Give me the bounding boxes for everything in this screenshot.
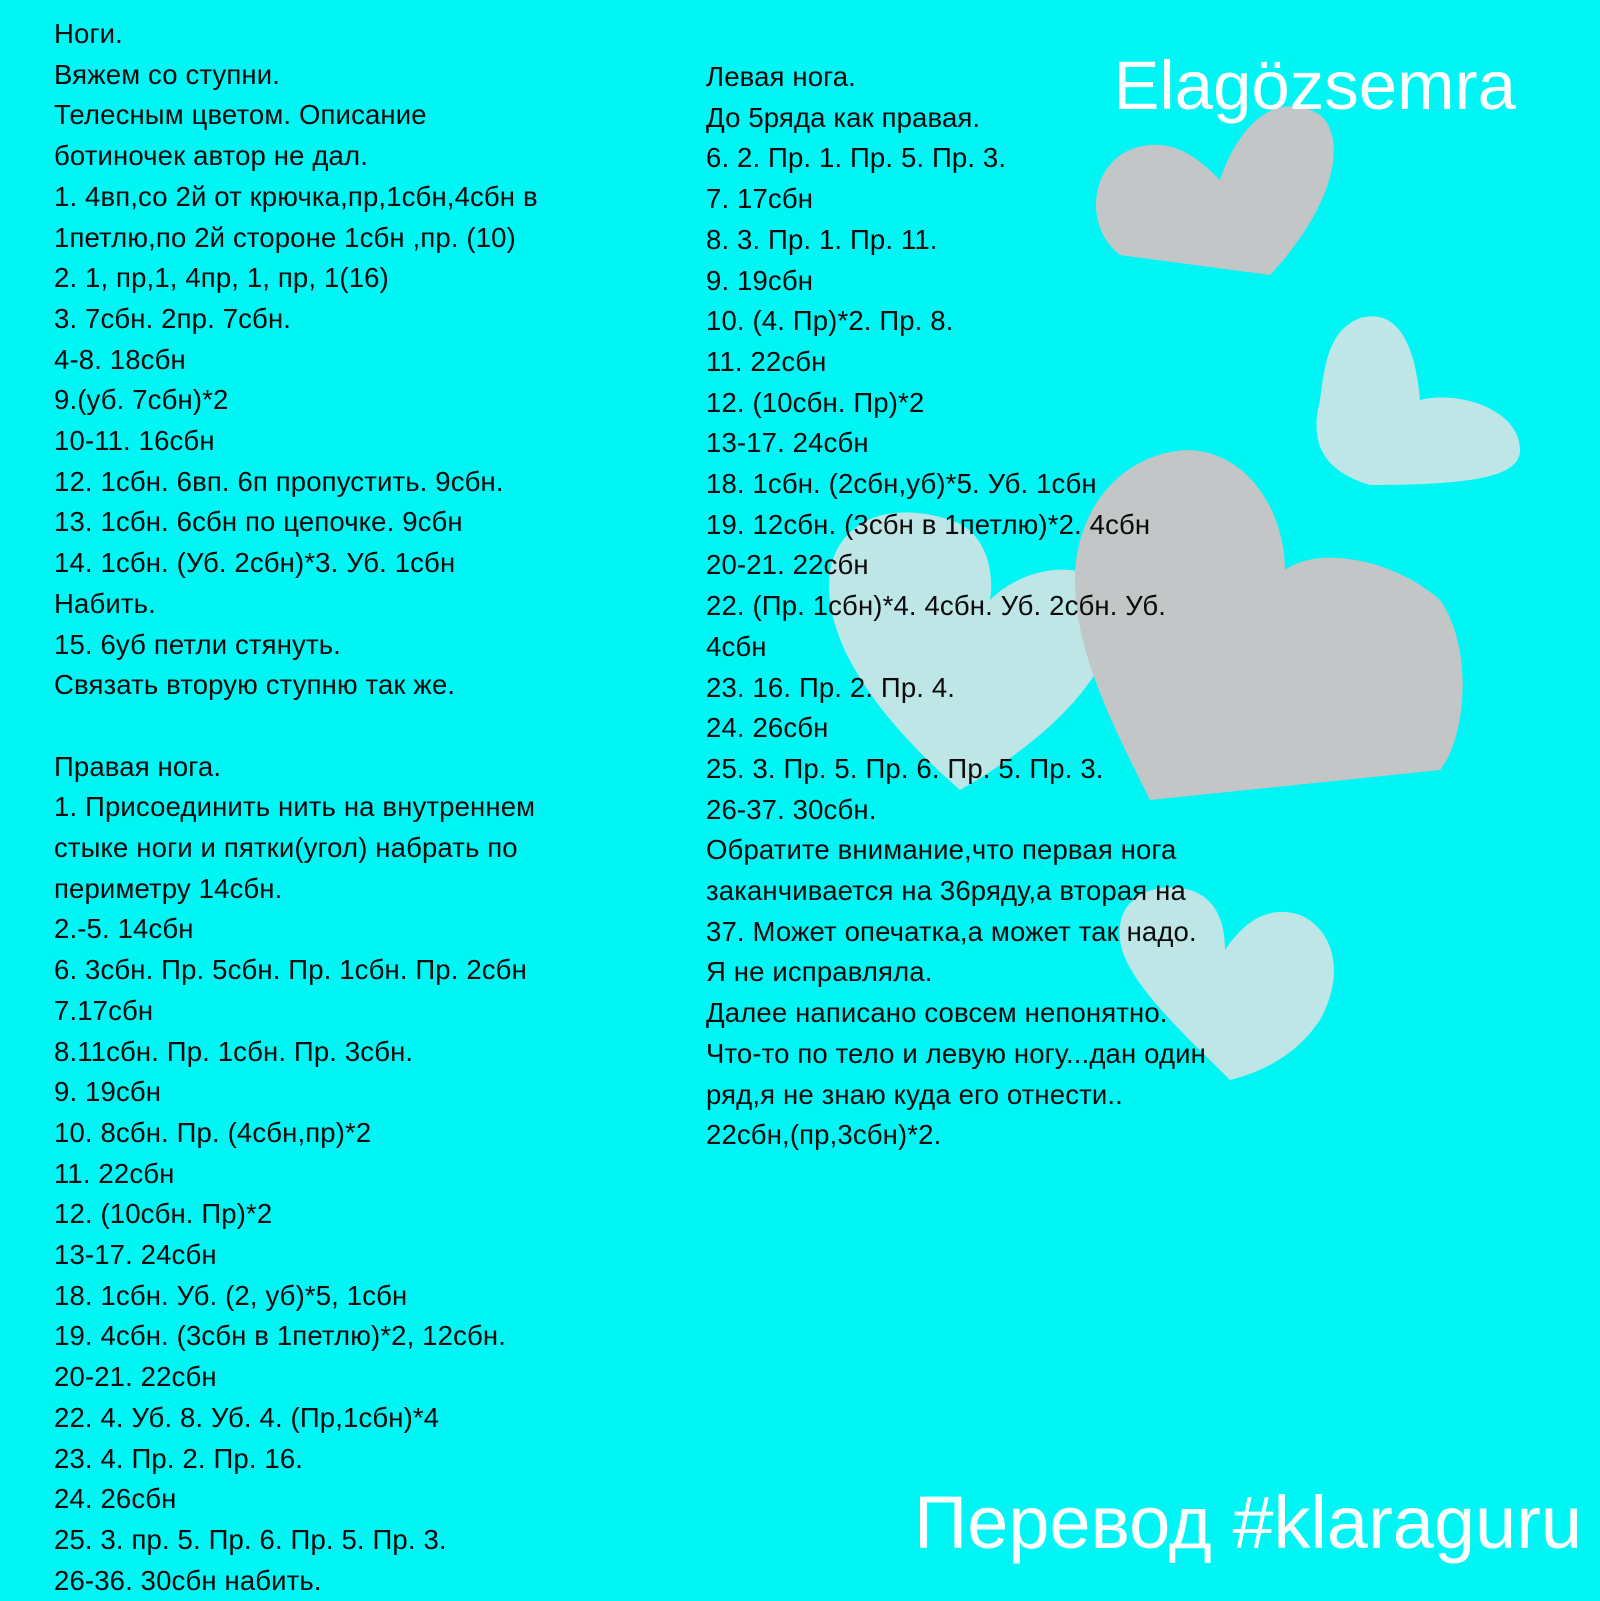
text-line: стыке ноги и пятки(угол) набрать по [54,832,518,864]
text-line: 11. 22сбн [706,345,827,377]
text-line: 9. 19сбн [706,264,814,296]
text-line: Правая нога. [54,750,222,782]
text-line: 13-17. 24сбн [706,427,869,459]
text-line: 25. 3. Пр. 5. Пр. 6. Пр. 5. Пр. 3. [706,752,1104,784]
text-line: 10. 8сбн. Пр. (4сбн,пр)*2 [54,1116,372,1148]
text-line: 10-11. 16сбн [54,425,215,457]
text-line: 1. 4вп,со 2й от крючка,пр,1сбн,4сбн в [54,180,538,212]
text-line: 7.17сбн [54,994,154,1026]
text-line: Левая нога. [706,61,856,92]
left-column-text [54,14,538,1601]
text-line: 14. 1сбн. (Уб. 2сбн)*3. Уб. 1сбн [54,547,456,579]
text-line: Вяжем со ступни. [54,58,281,90]
text-line: 15. 6уб петли стянуть. [54,628,341,660]
text-line: 12. 1сбн. 6вп. 6п пропустить. 9сбн. [54,465,504,497]
text-line: 2. 1, пр,1, 4пр, 1, пр, 1(16) [54,262,389,294]
text-line: 11. 22сбн [54,1157,175,1189]
text-line: Ноги. [54,18,123,49]
text-line: периметру 14сбн. [54,872,283,904]
text-line: 8. 3. Пр. 1. Пр. 11. [706,223,938,255]
text-line: 12. (10сбн. Пр)*2 [706,386,925,418]
text-line: Набить. [54,587,156,619]
text-line [54,706,538,747]
text-line: ботиночек автор не дал. [54,140,368,172]
text-line: 20-21. 22сбн [706,549,869,581]
text-line: 25. 3. пр. 5. Пр. 6. Пр. 5. Пр. 3. [54,1524,447,1555]
text-line: 4сбн [706,630,767,662]
text-line: 1. Присоединить нить на внутреннем [54,791,536,823]
text-line: 9.(уб. 7сбн)*2 [54,384,229,416]
text-line: 13. 1сбн. 6сбн по цепочке. 9сбн [54,506,463,538]
translation-credit: Перевод #klaraguru [913,1481,1582,1564]
text-line: Далее написано совсем непонятно. [706,997,1168,1029]
text-line: Я не исправляла. [706,956,933,988]
text-line: 20-21. 22сбн [54,1361,217,1393]
text-line: ряд,я не знаю куда его отнести.. [706,1078,1123,1110]
text-line: 19. 12сбн. (3сбн в 1петлю)*2. 4сбн [706,508,1151,540]
text-line: 24. 26сбн [706,712,829,744]
text-line: 22. (Пр. 1сбн)*4. 4сбн. Уб. 2сбн. Уб. [706,590,1167,622]
text-line: 6. 2. Пр. 1. Пр. 5. Пр. 3. [706,142,1007,174]
heart-light-right [1317,316,1520,485]
text-line: 1петлю,по 2й стороне 1сбн ,пр. (10) [54,221,516,253]
text-line: 9. 19сбн [54,1076,162,1108]
text-line: Телесным цветом. Описание [54,99,427,131]
text-line: 19. 4сбн. (3сбн в 1петлю)*2, 12сбн. [54,1320,506,1352]
text-line: заканчивается на 36ряду,а вторая на [706,875,1186,907]
text-line: 7. 17сбн [706,183,814,215]
text-line: 23. 4. Пр. 2. Пр. 16. [54,1442,304,1474]
text-line: 22. 4. Уб. 8. Уб. 4. (Пр,1сбн)*4 [54,1401,440,1433]
text-line: До 5ряда как правая. [706,101,981,133]
text-line: 23. 16. Пр. 2. Пр. 4. [706,671,956,703]
text-line: 26-37. 30сбн. [706,793,877,825]
text-line: 10. (4. Пр)*2. Пр. 8. [706,305,954,337]
text-line: 24. 26сбн [54,1483,177,1515]
text-line: 6. 3сбн. Пр. 5сбн. Пр. 1сбн. Пр. 2сбн [54,954,527,986]
text-line: 13-17. 24сбн [54,1239,217,1271]
text-line: Связать вторую ступню так же. [54,669,456,701]
text-line: 18. 1сбн. (2сбн,уб)*5. Уб. 1сбн [706,468,1097,500]
text-line: 26-36. 30сбн набить. [54,1564,322,1596]
text-line: 8.11сбн. Пр. 1сбн. Пр. 3сбн. [54,1035,414,1067]
text-line: 2.-5. 14сбн [54,913,194,945]
text-line: 12. (10сбн. Пр)*2 [54,1198,273,1230]
right-column-text [706,57,1206,1156]
text-line: 22сбн,(пр,3сбн)*2. [706,1119,942,1151]
text-line: 18. 1сбн. Уб. (2, уб)*5, 1сбн [54,1279,408,1311]
watermark-text: Elagözsemra [1113,47,1516,124]
text-line: Обратите внимание,что первая нога [706,834,1177,866]
text-line: 4-8. 18сбн [54,343,186,375]
text-line: Что-то по тело и левую ногу...дан один [706,1037,1207,1069]
text-line: 3. 7сбн. 2пр. 7сбн. [54,302,292,334]
text-line: 37. Может опечатка,а может так надо. [706,915,1197,947]
